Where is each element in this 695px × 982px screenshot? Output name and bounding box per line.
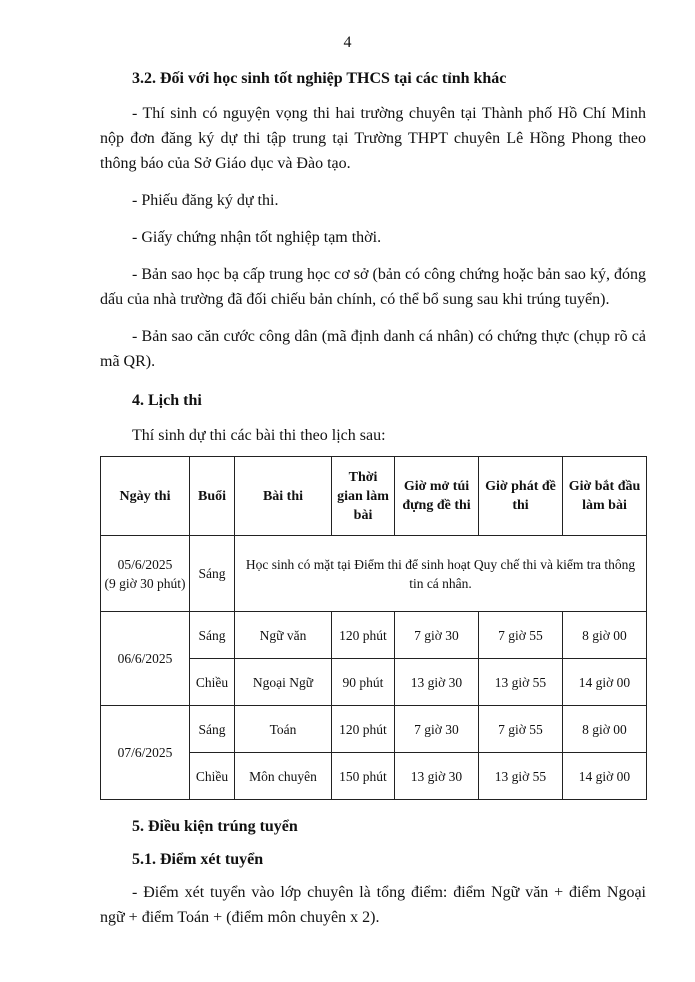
paragraph: - Bản sao căn cước công dân (mã định danh cá nhân) có chứng thực (chụp rõ cả mã QR). xyxy=(100,328,646,370)
duration-cell: 150 phút xyxy=(332,753,395,800)
header-cell: Buổi xyxy=(190,457,235,536)
date-cell: 06/6/2025 xyxy=(101,612,190,706)
date-cell xyxy=(101,536,190,612)
session-cell: Chiều xyxy=(190,659,235,706)
exam-schedule-table xyxy=(100,456,647,800)
duration-cell: 90 phút xyxy=(332,659,395,706)
duration-cell: 120 phút xyxy=(332,706,395,753)
table-row xyxy=(101,706,647,753)
open-time-cell: 13 giờ 30 xyxy=(395,659,479,706)
date-cell: 07/6/2025 xyxy=(101,706,190,800)
start-time-cell: 8 giờ 00 xyxy=(563,612,647,659)
header-cell: Thời gian làm bài xyxy=(332,457,395,536)
session-cell: Chiều xyxy=(190,753,235,800)
section-5-1-heading: 5.1. Điểm xét tuyển xyxy=(132,851,264,868)
start-time-cell: 8 giờ 00 xyxy=(563,706,647,753)
exam-date-note: (9 giờ 30 phút) xyxy=(104,575,186,591)
header-cell: Bài thi xyxy=(235,457,332,536)
session-cell: Sáng xyxy=(190,612,235,659)
table-row xyxy=(101,536,647,612)
subject-cell: Ngoại Ngữ xyxy=(235,659,332,706)
distribute-time-cell: 7 giờ 55 xyxy=(479,706,563,753)
duration-cell: 120 phút xyxy=(332,612,395,659)
page-number: 4 xyxy=(343,34,352,51)
subject-cell: Môn chuyên xyxy=(235,753,332,800)
distribute-time-cell: 7 giờ 55 xyxy=(479,612,563,659)
table-header-row xyxy=(101,457,647,536)
session-cell: Sáng xyxy=(190,706,235,753)
distribute-time-cell: 13 giờ 55 xyxy=(479,659,563,706)
table-row xyxy=(101,612,647,659)
subject-cell: Ngữ văn xyxy=(235,612,332,659)
paragraph: - Phiếu đăng ký dự thi. xyxy=(132,192,279,209)
header-cell: Giờ phát đề thi xyxy=(479,457,563,536)
schedule-intro: Thí sinh dự thi các bài thi theo lịch sau: xyxy=(132,427,386,444)
header-cell: Giờ mở túi đựng đề thi xyxy=(395,457,479,536)
header-cell: Giờ bắt đầu làm bài xyxy=(563,457,647,536)
exam-date: 05/6/2025 xyxy=(117,556,173,572)
section-3-2-heading: 3.2. Đối với học sinh tốt nghiệp THCS tại các tỉnh khác xyxy=(132,70,507,87)
paragraph: - Giấy chứng nhận tốt nghiệp tạm thời. xyxy=(132,229,382,246)
open-time-cell: 7 giờ 30 xyxy=(395,706,479,753)
document-body xyxy=(100,66,646,930)
section-4-heading: 4. Lịch thi xyxy=(132,392,202,409)
paragraph: - Điểm xét tuyển vào lớp chuyên là tổng điểm: điểm Ngữ văn + điểm Ngoại ngữ + điểm Toán + (điểm môn chuyên x 2). xyxy=(100,884,646,926)
paragraph: - Bản sao học bạ cấp trung học cơ sở (bản có công chứng hoặc bản sao ký, đóng dấu của nhà trường đã đối chiếu bản chính, có thể bổ sung sau khi trúng tuyển). xyxy=(100,266,646,308)
session-cell: Sáng xyxy=(190,536,235,612)
section-5-heading: 5. Điều kiện trúng tuyển xyxy=(132,818,298,835)
start-time-cell: 14 giờ 00 xyxy=(563,753,647,800)
open-time-cell: 13 giờ 30 xyxy=(395,753,479,800)
start-time-cell: 14 giờ 00 xyxy=(563,659,647,706)
subject-cell: Toán xyxy=(235,706,332,753)
open-time-cell: 7 giờ 30 xyxy=(395,612,479,659)
notice-cell: Học sinh có mặt tại Điểm thi để sinh hoạt Quy chế thi và kiểm tra thông tin cá nhân. xyxy=(235,536,647,612)
paragraph: - Thí sinh có nguyện vọng thi hai trường chuyên tại Thành phố Hồ Chí Minh nộp đơn đăng ký dự thi tập trung tại Trường THPT chuyên Lê Hồng Phong theo thông báo của Sở Giáo dục và Đào tạo. xyxy=(100,105,646,172)
distribute-time-cell: 13 giờ 55 xyxy=(479,753,563,800)
header-cell: Ngày thi xyxy=(101,457,190,536)
